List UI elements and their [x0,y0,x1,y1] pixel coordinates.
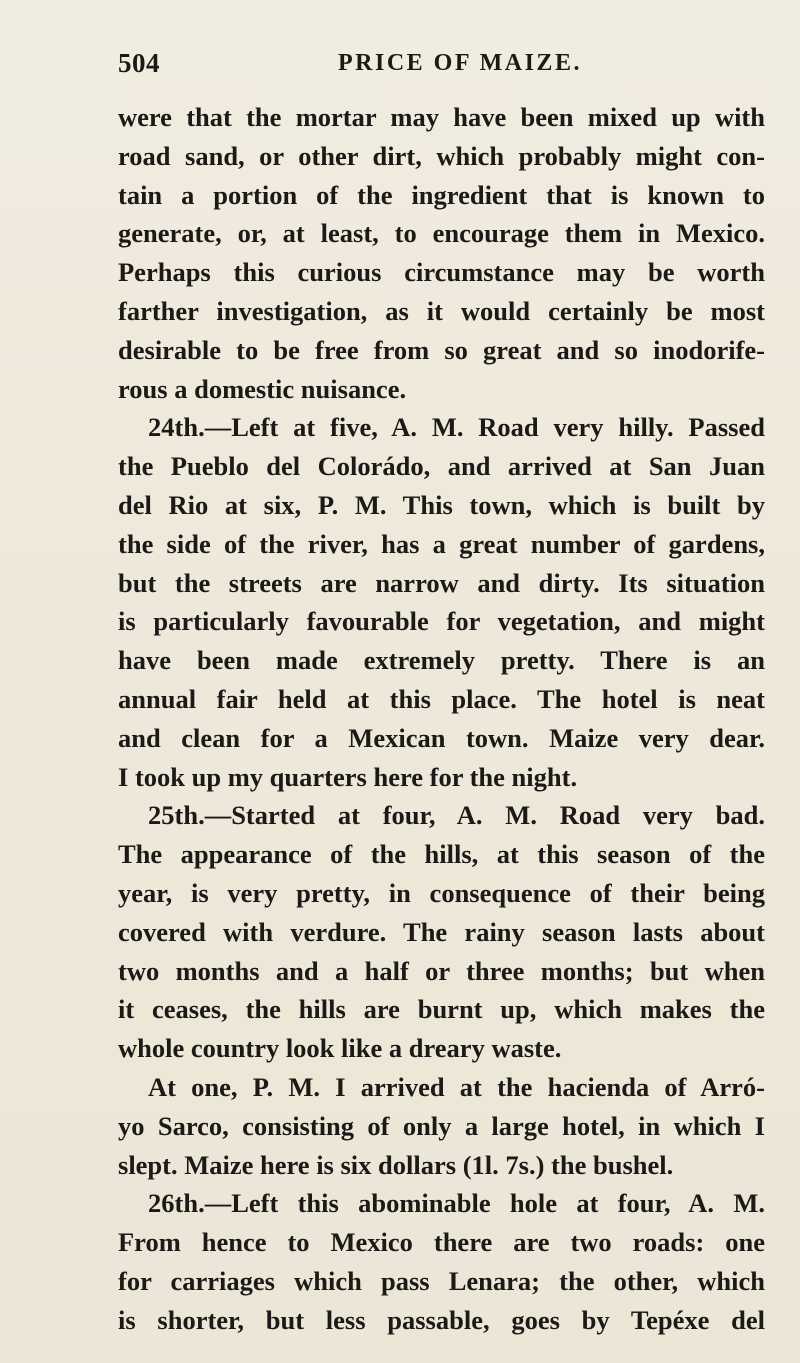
text-line: From hence to Mexico there are two roads: one [118,1227,765,1258]
text-line: slept. Maize here is six dollars (1l. 7s.) the bushel. [118,1149,674,1180]
text-line: 25th.—Started at four, A. M. Road very bad. [148,800,765,831]
text-line: 24th.—Left at five, A. M. Road very hilly. Passed [148,412,765,443]
text-line: road sand, or other dirt, which probably might con- [118,140,765,171]
text-line: 26th.—Left this abominable hole at four, A. M. [148,1188,765,1219]
text-line: is shorter, but less passable, goes by Tepéxe del [118,1304,765,1335]
text-line: year, is very pretty, in consequence of their being [118,877,765,908]
text-line: whole country look like a dreary waste. [118,1033,562,1064]
text-line: have been made extremely pretty. There is an [118,645,765,676]
text-line: The appearance of the hills, at this season of the [118,839,765,870]
text-line: were that the mortar may have been mixed up with [118,102,765,132]
text-line: tain a portion of the ingredient that is known to [118,179,765,210]
page-number: 504 [118,48,160,78]
text-line: two months and a half or three months; but when [118,955,765,986]
text-line: desirable to be free from so great and so inodorife- [118,334,765,365]
text-line: del Rio at six, P. M. This town, which is built by [118,489,765,520]
text-line: and clean for a Mexican town. Maize very dear. [118,722,765,753]
page-header [118,48,768,84]
text-line: it ceases, the hills are burnt up, which makes the [118,994,765,1025]
text-line: is particularly favourable for vegetation, and might [118,606,765,637]
text-line: annual fair held at this place. The hotel is neat [118,683,765,714]
text-line: generate, or, at least, to encourage them in Mexico. [118,218,765,249]
text-line: the side of the river, has a great number of gardens, [118,528,765,559]
text-line: I took up my quarters here for the night. [118,761,578,792]
text-line: Perhaps this curious circumstance may be worth [118,257,765,288]
text-line: farther investigation, as it would certainly be most [118,295,765,326]
text-line: At one, P. M. I arrived at the hacienda of Arró- [148,1071,765,1102]
text-line: rous a domestic nuisance. [118,373,407,404]
text-line: yo Sarco, consisting of only a large hotel, in which I [118,1110,765,1141]
text-line: the Pueblo del Colorádo, and arrived at San Juan [118,451,765,482]
body-text [118,98,765,1340]
running-head: PRICE OF MAIZE. [338,50,582,76]
text-line: covered with verdure. The rainy season lasts about [118,916,765,947]
text-line: but the streets are narrow and dirty. Its situation [118,567,765,598]
text-line: for carriages which pass Lenara; the other, which [118,1265,765,1296]
